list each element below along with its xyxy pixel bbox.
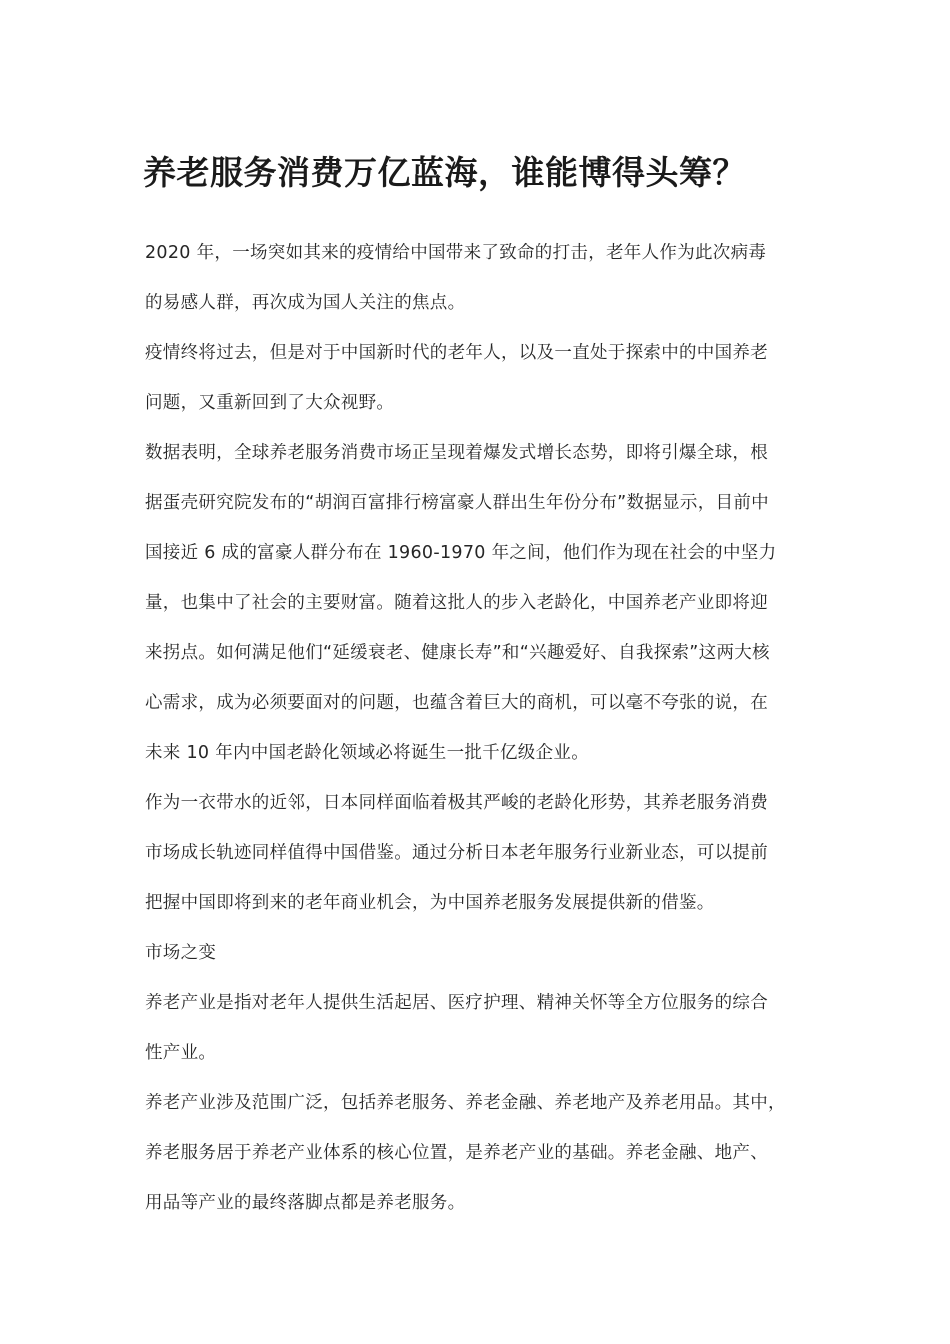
document-body bbox=[145, 228, 809, 1228]
paragraph-line: 国接近 6 成的富豪人群分布在 1960-1970 年之间，他们作为现在社会的中坚力 bbox=[145, 543, 777, 563]
paragraph-line: 据蛋壳研究院发布的“胡润百富排行榜富豪人群出生年份分布”数据显示，目前中 bbox=[145, 493, 769, 513]
paragraph-line: 数据表明，全球养老服务消费市场正呈现着爆发式增长态势，即将引爆全球，根 bbox=[145, 443, 768, 463]
paragraph-line: 养老产业涉及范围广泛，包括养老服务、养老金融、养老地产及养老用品。其中， bbox=[145, 1093, 786, 1113]
paragraph-line: 养老服务居于养老产业体系的核心位置，是养老产业的基础。养老金融、地产、 bbox=[145, 1143, 768, 1163]
paragraph-line: 性产业。 bbox=[145, 1043, 217, 1063]
paragraph-line: 市场成长轨迹同样值得中国借鉴。通过分析日本老年服务行业新业态，可以提前 bbox=[145, 843, 768, 863]
paragraph bbox=[145, 978, 809, 1078]
paragraph-line: 来拐点。如何满足他们“延缓衰老、健康长寿”和“兴趣爱好、自我探索”这两大核 bbox=[145, 643, 770, 663]
section-heading bbox=[145, 928, 809, 978]
paragraph-line: 问题，又重新回到了大众视野。 bbox=[145, 393, 395, 413]
paragraph-line: 用品等产业的最终落脚点都是养老服务。 bbox=[145, 1193, 466, 1213]
paragraph bbox=[145, 228, 809, 328]
document-title: 养老服务消费万亿蓝海，谁能博得头筹？ bbox=[143, 153, 746, 192]
paragraph-line: 疫情终将过去，但是对于中国新时代的老年人，以及一直处于探索中的中国养老 bbox=[145, 343, 768, 363]
paragraph-line: 养老产业是指对老年人提供生活起居、医疗护理、精神关怀等全方位服务的综合 bbox=[145, 993, 768, 1013]
paragraph-line: 的易感人群，再次成为国人关注的焦点。 bbox=[145, 293, 466, 313]
paragraph-line: 把握中国即将到来的老年商业机会，为中国养老服务发展提供新的借鉴。 bbox=[145, 893, 715, 913]
paragraph-line: 心需求，成为必须要面对的问题，也蕴含着巨大的商机，可以毫不夸张的说，在 bbox=[145, 693, 768, 713]
paragraph-line: 量，也集中了社会的主要财富。随着这批人的步入老龄化，中国养老产业即将迎 bbox=[145, 593, 768, 613]
paragraph-line: 2020 年，一场突如其来的疫情给中国带来了致命的打击，老年人作为此次病毒 bbox=[145, 243, 767, 263]
section-heading-text: 市场之变 bbox=[145, 943, 217, 963]
paragraph-line: 作为一衣带水的近邻，日本同样面临着极其严峻的老龄化形势，其养老服务消费 bbox=[145, 793, 768, 813]
paragraph bbox=[145, 328, 809, 428]
paragraph bbox=[145, 778, 809, 928]
paragraph-line: 未来 10 年内中国老龄化领域必将诞生一批千亿级企业。 bbox=[145, 743, 589, 763]
paragraph bbox=[145, 1078, 809, 1228]
paragraph bbox=[145, 428, 809, 778]
